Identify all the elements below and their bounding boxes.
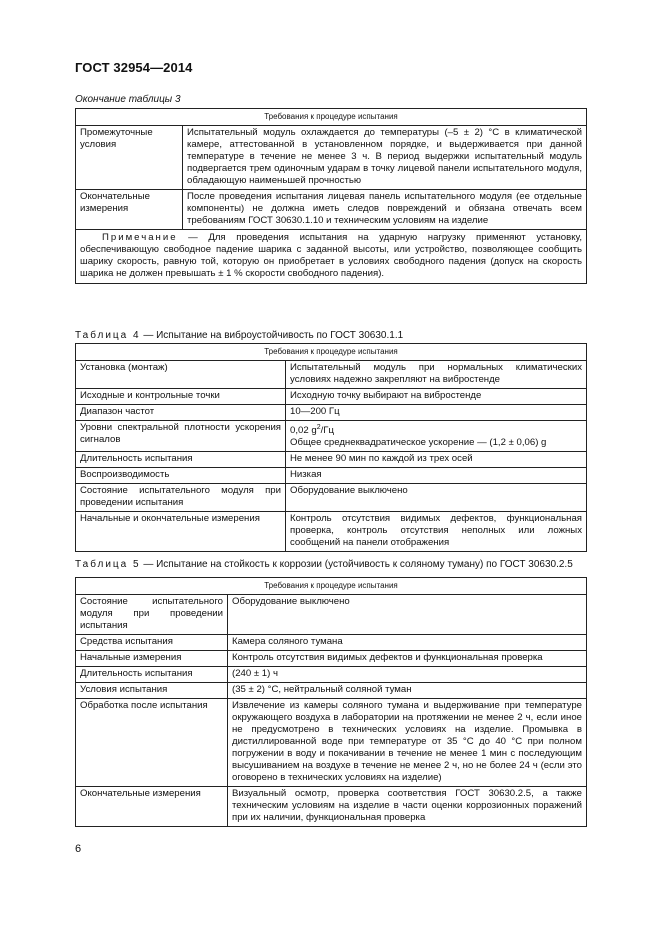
- table5-caption: [75, 559, 573, 570]
- row-value: Контроль отсутствия видимых дефектов и функциональная проверка: [228, 651, 587, 667]
- table-header: Требования к процедуре испытания: [76, 344, 587, 361]
- table-row: [76, 512, 587, 552]
- page-number: 6: [75, 843, 82, 855]
- row-value: Низкая: [286, 468, 587, 484]
- table-header: Требования к процедуре испытания: [76, 578, 587, 595]
- table5: [75, 577, 587, 827]
- row-label: Состояние испытательного модуля при проведении испытания: [76, 484, 286, 512]
- table-row: [76, 190, 587, 230]
- table-header-row: [76, 109, 587, 126]
- table-row: [76, 635, 587, 651]
- table4-caption-text: — Испытание на виброустойчивость по ГОСТ 30630.1.1: [140, 330, 404, 341]
- row-value: Оборудование выключено: [228, 595, 587, 635]
- row-value: Контроль отсутствия видимых дефектов, функциональная проверка, контроль отсутствия неполных или ложных сообщений на панели отображения: [286, 512, 587, 552]
- table-row: [76, 405, 587, 421]
- row-value: Испытательный модуль при нормальных климатических условиях надежно закрепляют на вибростенде: [286, 361, 587, 389]
- psd-unit: /Гц: [320, 425, 334, 437]
- row-label: Окончательные измерения: [76, 787, 228, 827]
- row-label: Исходные и контрольные точки: [76, 389, 286, 405]
- table-header-row: [76, 344, 587, 361]
- table-row: [76, 699, 587, 787]
- row-value: (35 ± 2) °С, нейтральный соляной туман: [228, 683, 587, 699]
- note-label: Примечание: [102, 232, 178, 243]
- row-label: Обработка после испытания: [76, 699, 228, 787]
- table-row: [76, 787, 587, 827]
- row-label: Средства испытания: [76, 635, 228, 651]
- row-value: Визуальный осмотр, проверка соответствия ГОСТ 30630.2.5, а также техническим условиям на изделие в части оценки коррозионных поражений при их наличии, функциональная проверка: [228, 787, 587, 827]
- table-note-row: [76, 230, 587, 284]
- table-header-row: [76, 578, 587, 595]
- table-header: Требования к процедуре испытания: [76, 109, 587, 126]
- table-row: [76, 667, 587, 683]
- table-row: [76, 452, 587, 468]
- row-label: Окончательные измерения: [76, 190, 183, 230]
- row-label: Начальные измерения: [76, 651, 228, 667]
- row-value: Оборудование выключено: [286, 484, 587, 512]
- table-row: [76, 468, 587, 484]
- table-row: [76, 651, 587, 667]
- row-value: Извлечение из камеры соляного тумана и выдерживание при температуре окружающего воздуха в лаборатории на протяжении не менее 2 ч, если иное не предусмотрено в технических условиях на изделие. Промывка в дистиллированной воде при температуре от 35 °С до 40 °С при полном погружении в воду и покачивании в течение не менее 1 мин с последующим высушиванием на воздухе в течение не менее 2 ч, но не более 24 ч (если это оговорено в технических условиях на изделие): [228, 699, 587, 787]
- row-label: Промежуточные условия: [76, 126, 183, 190]
- row-value: Не менее 90 мин по каждой из трех осей: [286, 452, 587, 468]
- table5-caption-label: Таблица 5: [75, 559, 141, 570]
- note-text: — Для проведения испытания на ударную нагрузку применяют установку, обеспечивающую свободное падение шарика с заданной высоты, или устройство, позволяющее сообщить шарику скорость, равную той, которую он приобретает в условиях свободного падения (допуск на скорость шарика не должен превышать ± 1 % скорости свободного падения).: [80, 232, 582, 279]
- row-value: Камера соляного тумана: [228, 635, 587, 651]
- psd-value: 0,02 g: [290, 425, 317, 437]
- psd-exponent: 2: [316, 424, 321, 431]
- table4-caption: [75, 330, 403, 341]
- rms-acceleration: Общее среднеквадратическое ускорение — (1,2 ± 0,06) g: [290, 437, 547, 449]
- table3: [75, 108, 587, 284]
- table3-caption: Окончание таблицы 3: [75, 94, 181, 105]
- table-row: [76, 421, 587, 452]
- document-code: ГОСТ 32954—2014: [75, 60, 193, 75]
- row-value: [286, 421, 587, 452]
- row-label: Начальные и окончательные измерения: [76, 512, 286, 552]
- table4: [75, 343, 587, 552]
- table-row: [76, 361, 587, 389]
- row-label: Длительность испытания: [76, 452, 286, 468]
- row-label: Длительность испытания: [76, 667, 228, 683]
- table-row: [76, 683, 587, 699]
- row-label: Установка (монтаж): [76, 361, 286, 389]
- table5-caption-text: — Испытание на стойкость к коррозии (устойчивость к соляному туману) по ГОСТ 30630.2.5: [140, 559, 573, 570]
- row-value: (240 ± 1) ч: [228, 667, 587, 683]
- row-label: Диапазон частот: [76, 405, 286, 421]
- row-label: Состояние испытательного модуля при проведении испытания: [76, 595, 228, 635]
- row-value: Исходную точку выбирают на вибростенде: [286, 389, 587, 405]
- table-note: [76, 230, 587, 284]
- row-label: Воспроизводимость: [76, 468, 286, 484]
- table-row: [76, 595, 587, 635]
- row-value: 10—200 Гц: [286, 405, 587, 421]
- row-value: После проведения испытания лицевая панель испытательного модуля (ее отдельные компоненты) не должна иметь следов повреждений и обязана отвечать всем требованиям ГОСТ 30630.1.10 и техническим условиям на изделие: [183, 190, 587, 230]
- row-label: Условия испытания: [76, 683, 228, 699]
- row-value: Испытательный модуль охлаждается до температуры (–5 ± 2) °С в климатической камере, аттестованной в установленном порядке, и выдерживается при данной температуре в течение не менее 3 ч. В период выдержки испытательный модуль подвергается трем одиночным ударам в точку лицевой панели испытательного модуля, обладающую наименьшей прочностью: [183, 126, 587, 190]
- table-row: [76, 484, 587, 512]
- table-row: [76, 389, 587, 405]
- row-label: Уровни спектральной плотности ускорения сигналов: [76, 421, 286, 452]
- table4-caption-label: Таблица 4: [75, 330, 141, 341]
- table-row: [76, 126, 587, 190]
